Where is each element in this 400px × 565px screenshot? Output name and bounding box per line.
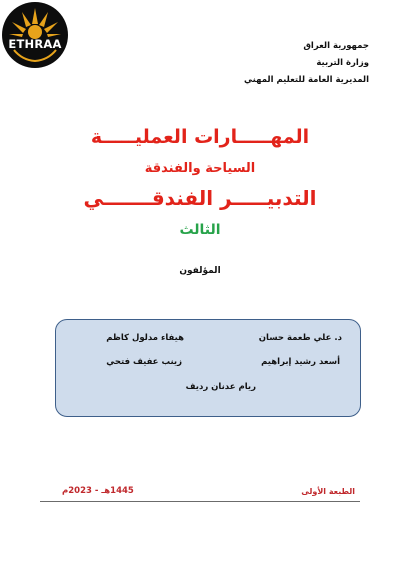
author-name: أسعد رشيد إبراهيم	[261, 357, 340, 367]
edition-label: الطبعة الأولى	[301, 487, 355, 496]
country-line: جمهورية العراق	[303, 41, 369, 51]
author-name: ريام عدنان رديف	[185, 382, 256, 392]
author-name: زينب عفيف فتحي	[106, 357, 182, 367]
author-name: هيفاء مدلول كاظم	[106, 333, 184, 343]
logo-emblem-icon	[2, 2, 68, 68]
directorate-line: المديرية العامة للتعليم المهني	[244, 75, 369, 85]
authors-box	[55, 319, 361, 417]
author-name: د. علي طعمة حسان	[258, 333, 342, 343]
publication-year: 1445هـ - 2023م	[62, 486, 134, 496]
course-title: التدبيـــــر الفندقـــــــي	[83, 186, 317, 210]
footer-divider	[40, 501, 360, 502]
authors-heading: المؤلفون	[179, 266, 221, 276]
ethraa-logo	[2, 2, 68, 68]
grade-label: الثالث	[179, 222, 221, 238]
book-specialty: السياحة والفندقة	[144, 161, 256, 176]
book-title: المهـــــارات العمليـــــة	[90, 126, 310, 148]
ministry-line: وزارة التربية	[316, 58, 369, 68]
ministry-header	[244, 38, 369, 89]
logo-text: ETHRAA	[8, 37, 62, 51]
